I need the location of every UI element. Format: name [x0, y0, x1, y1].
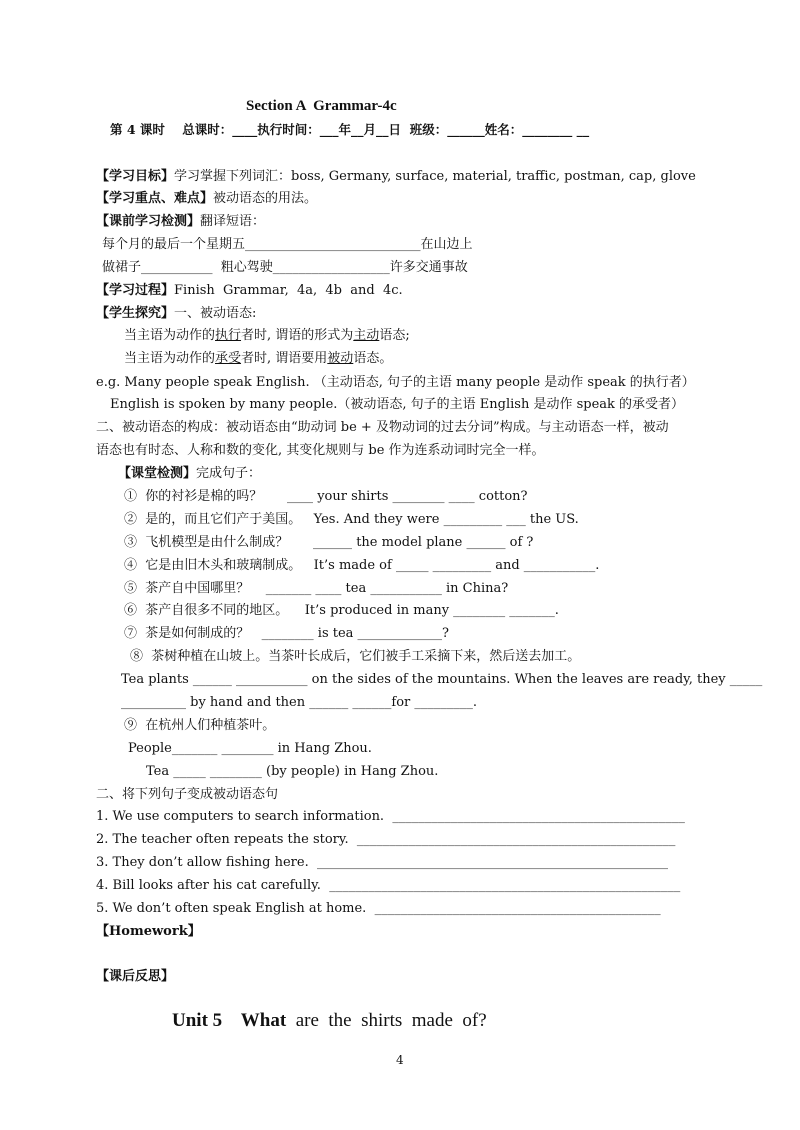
structure-text-2: 语态也有时态、人称和数的变化, 其变化规则与 be 作为连系动词时完全一样。: [96, 443, 545, 458]
transform-item: 4. Bill looks after his cat carefully. ______________________________________________________: [96, 878, 681, 893]
explore-text: 一、被动语态:: [174, 306, 257, 321]
rule-active-underline-1: 执行: [215, 328, 242, 343]
structure-text-1: 二、被动语态的构成：被动语态由“助动词 be + 及物动词的过去分词”构成。与主动语态一样，被动: [96, 420, 669, 435]
exercise-item: ⑧ 茶树种植在山坡上。当茶叶长成后，它们被手工采摘下来，然后送去加工。: [130, 649, 581, 664]
precheck-label: 【课前学习检测】: [96, 214, 201, 229]
focus-label: 【学习重点、难点】: [96, 191, 214, 206]
classcheck-label: 【课堂检测】: [118, 466, 197, 481]
part2-heading: 二、将下列句子变成被动语态句: [96, 787, 279, 802]
exercise-item: ③ 飞机模型是由什么制成？ ______ the model plane ______ of ?: [124, 535, 534, 550]
exercise-item: Tea plants ______ ___________ on the sides of the mountains. When the leaves are ready, they _____: [121, 672, 763, 687]
precheck-text: 翻译短语：: [200, 214, 266, 229]
page-number: 4: [396, 1053, 404, 1067]
homework-label: 【Homework】: [96, 924, 201, 939]
learning-goal: [96, 168, 696, 186]
rule-active-c: 语态;: [379, 328, 410, 343]
exercise-item: ④ 它是由旧木头和玻璃制成。 It’s made of _____ _________ and ___________.: [124, 558, 600, 573]
rule-passive-underline-1: 承受: [215, 351, 242, 366]
unit-heading: [172, 1010, 487, 1032]
explore-label: 【学生探究】: [96, 306, 175, 321]
transform-item: 2. The teacher often repeats the story. _________________________________________________: [96, 832, 676, 847]
rule-active-a: 当主语为动作的: [124, 328, 216, 343]
exercise-item: ① 你的衬衫是棉的吗？ ____ your shirts ________ ____ cotton?: [124, 489, 528, 504]
focus-text: 被动语态的用法。: [213, 191, 318, 206]
process-text: Finish Grammar, 4a, 4b and 4c.: [174, 283, 403, 298]
learning-process: [96, 282, 403, 300]
unit-heading-rest: are the shirts made of?: [286, 1010, 487, 1031]
exercise-item: __________ by hand and then ______ ______for _________.: [121, 695, 478, 710]
exercise-item: ⑤ 茶产自中国哪里？ _______ ____ tea ___________ in China?: [124, 581, 509, 596]
exercise-item: ⑦ 茶是如何制成的？ ________ is tea _____________?: [124, 626, 450, 641]
exercise-item: ② 是的，而且它们产于美国。 Yes. And they were _________ ___ the US.: [124, 512, 579, 527]
rule-passive-a: 当主语为动作的: [124, 351, 216, 366]
rule-active-b: 者时, 谓语的形式为: [241, 328, 354, 343]
goal-text: 学习掌握下列词汇：boss, Germany, surface, material, traffic, postman, cap, glove: [174, 169, 696, 184]
example-active: e.g. Many people speak English. （主动语态, 句子的主语 many people 是动作 speak 的执行者）: [96, 375, 695, 390]
rule-passive-underline-2: 被动: [327, 351, 354, 366]
lesson-meta-line: 第 4 课时 总课时：____执行时间：___年__月__日 班级：______姓名：________ __: [110, 122, 590, 137]
precheck-phrases-1: 每个月的最后一个星期五___________________________在山边上: [102, 237, 473, 252]
rule-active-underline-2: 主动: [353, 328, 380, 343]
key-points: [96, 190, 317, 208]
rule-passive-b: 者时, 谓语要用: [241, 351, 328, 366]
exercise-item: People_______ ________ in Hang Zhou.: [128, 741, 372, 756]
example-passive: English is spoken by many people.（被动语态, 句子的主语 English 是动作 speak 的承受者）: [110, 397, 685, 412]
rule-passive-c: 语态。: [353, 351, 393, 366]
goal-label: 【学习目标】: [96, 169, 175, 184]
rule-passive: [124, 350, 392, 368]
exercise-item: Tea _____ ________ (by people) in Hang Zhou.: [146, 764, 439, 779]
class-check: [118, 465, 261, 483]
classcheck-text: 完成句子：: [196, 466, 262, 481]
student-explore: [96, 305, 256, 323]
rule-active: [124, 327, 410, 345]
precheck-phrases-2: 做裙子___________ 粗心驾驶__________________许多交通事故: [102, 260, 468, 275]
transform-item: 5. We don’t often speak English at home. ____________________________________________: [96, 901, 661, 916]
transform-item: 1. We use computers to search information. _____________________________________________: [96, 809, 685, 824]
pre-class-check: [96, 213, 265, 231]
exercise-item: ⑨ 在杭州人们种植茶叶。: [124, 718, 276, 733]
exercise-item: ⑥ 茶产自很多不同的地区。 It’s produced in many ________ _______.: [124, 603, 559, 618]
reflection-label: 【课后反思】: [96, 969, 175, 984]
transform-item: 3. They don’t allow fishing here. ______________________________________________________: [96, 855, 668, 870]
unit-heading-bold: Unit 5 What: [172, 1010, 287, 1031]
process-label: 【学习过程】: [96, 283, 175, 298]
section-title: Section A Grammar-4c: [246, 98, 397, 114]
